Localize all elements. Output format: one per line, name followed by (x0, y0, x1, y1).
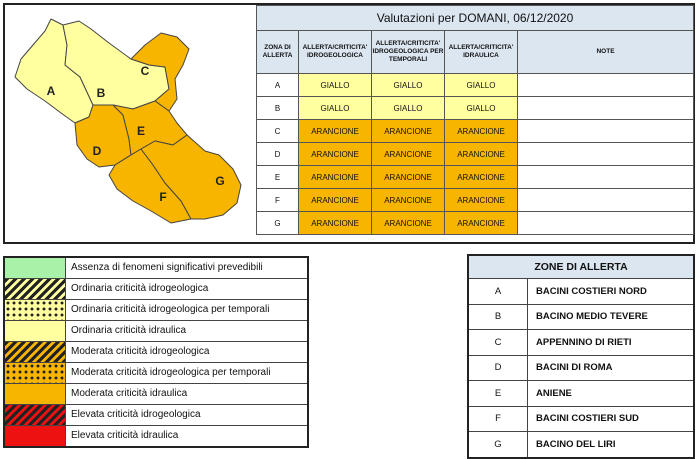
zone-letter: D (468, 355, 528, 381)
row-idrogeologica: GIALLO (299, 74, 372, 97)
row-temporali: GIALLO (372, 97, 445, 120)
legend-item (5, 321, 307, 342)
legend-swatch-solid-orange (5, 384, 66, 404)
table-row (257, 189, 694, 212)
zone-name: BACINO MEDIO TEVERE (528, 304, 695, 330)
table-row (257, 166, 694, 189)
legend-item (5, 426, 307, 446)
valutazioni-title: Valutazioni per DOMANI, 06/12/2020 (257, 6, 694, 31)
legend-swatch-solid-red (5, 426, 66, 446)
row-zona: G (257, 212, 299, 235)
map-label-g: G (215, 174, 225, 188)
zone-letter: G (468, 432, 528, 458)
row-note (518, 97, 694, 120)
zone-letter: F (468, 406, 528, 432)
legend-item (5, 405, 307, 426)
table-row (468, 355, 694, 381)
row-temporali: ARANCIONE (372, 166, 445, 189)
row-temporali: ARANCIONE (372, 143, 445, 166)
table-row (257, 97, 694, 120)
row-idrogeologica: ARANCIONE (299, 143, 372, 166)
legend-item (5, 258, 307, 279)
row-idrogeologica: GIALLO (299, 97, 372, 120)
legend-swatch-dots-yellow (5, 300, 66, 320)
header-note: NOTE (518, 31, 694, 74)
legend-label: Moderata criticità idrogeologica (71, 346, 210, 357)
row-idrogeologica: ARANCIONE (299, 212, 372, 235)
legend-label: Elevata criticità idrogeologica (71, 409, 201, 420)
row-idraulica: ARANCIONE (445, 120, 518, 143)
zone-name: BACINO DEL LIRI (528, 432, 695, 458)
legend-swatch-hatch-yellow (5, 279, 66, 299)
row-idrogeologica: ARANCIONE (299, 166, 372, 189)
header-idrogeologica: ALLERTA/CRITICITA' IDROGEOLOGICA (299, 31, 372, 74)
row-idraulica: GIALLO (445, 97, 518, 120)
table-row (468, 406, 694, 432)
zone-table-title: ZONE DI ALLERTA (468, 255, 694, 279)
row-zona: C (257, 120, 299, 143)
row-note (518, 143, 694, 166)
legend-label: Assenza di fenomeni significativi prevedibili (71, 262, 263, 273)
row-temporali: ARANCIONE (372, 212, 445, 235)
table-row (468, 279, 694, 305)
table-row (257, 143, 694, 166)
map-label-f: F (159, 190, 167, 204)
legend-label: Ordinaria criticità idrogeologica (71, 283, 209, 294)
map-label-e: E (136, 124, 146, 138)
table-row (468, 330, 694, 356)
legend-swatch-green (5, 258, 66, 278)
legend-item (5, 279, 307, 300)
legend-swatch-solid-yellow (5, 321, 66, 341)
zone-letter: B (468, 304, 528, 330)
row-note (518, 120, 694, 143)
table-row (257, 120, 694, 143)
zone-letter: C (468, 330, 528, 356)
row-note (518, 212, 694, 235)
table-row (468, 432, 694, 458)
row-note (518, 74, 694, 97)
map-label-a: A (46, 84, 56, 98)
legend-label: Ordinaria criticità idraulica (71, 325, 187, 336)
zone-name: APPENNINO DI RIETI (528, 330, 695, 356)
zone-di-allerta-table (467, 254, 695, 459)
legend-item (5, 300, 307, 321)
legend (3, 256, 309, 448)
header-idraulica: ALLERTA/CRITICITA' IDRAULICA (445, 31, 518, 74)
table-row (257, 212, 694, 235)
legend-swatch-hatch-red (5, 405, 66, 425)
row-idraulica: ARANCIONE (445, 166, 518, 189)
table-row (468, 381, 694, 407)
row-zona: F (257, 189, 299, 212)
header-zona: ZONA DI ALLERTA (257, 31, 299, 74)
header-temporali: ALLERTA/CRITICITA' IDROGEOLOGICA PER TEMPORALI (372, 31, 445, 74)
row-zona: A (257, 74, 299, 97)
row-idraulica: ARANCIONE (445, 212, 518, 235)
row-zona: B (257, 97, 299, 120)
table-row (468, 304, 694, 330)
zone-name: BACINI COSTIERI SUD (528, 406, 695, 432)
row-idraulica: ARANCIONE (445, 143, 518, 166)
legend-item (5, 342, 307, 363)
legend-label: Moderata criticità idrogeologica per temporali (71, 367, 271, 378)
zone-letter: A (468, 279, 528, 305)
zone-name: BACINI DI ROMA (528, 355, 695, 381)
row-idrogeologica: ARANCIONE (299, 189, 372, 212)
row-temporali: ARANCIONE (372, 189, 445, 212)
legend-item (5, 384, 307, 405)
row-zona: E (257, 166, 299, 189)
legend-item (5, 363, 307, 384)
zone-letter: E (468, 381, 528, 407)
row-idraulica: ARANCIONE (445, 189, 518, 212)
legend-label: Ordinaria criticità idrogeologica per temporali (71, 304, 270, 315)
legend-swatch-dots-orange (5, 363, 66, 383)
legend-label: Moderata criticità idraulica (71, 388, 188, 399)
row-temporali: GIALLO (372, 74, 445, 97)
valutazioni-table (256, 5, 694, 235)
row-idraulica: GIALLO (445, 74, 518, 97)
row-note (518, 189, 694, 212)
row-zona: D (257, 143, 299, 166)
row-idrogeologica: ARANCIONE (299, 120, 372, 143)
lazio-zone-map (5, 5, 252, 236)
zone-name: BACINI COSTIERI NORD (528, 279, 695, 305)
table-row (257, 74, 694, 97)
row-temporali: ARANCIONE (372, 120, 445, 143)
map-label-b: B (96, 86, 106, 100)
legend-swatch-hatch-orange (5, 342, 66, 362)
zone-name: ANIENE (528, 381, 695, 407)
row-note (518, 166, 694, 189)
legend-label: Elevata criticità idraulica (71, 430, 179, 441)
map-label-c: C (140, 64, 150, 78)
map-label-d: D (92, 144, 102, 158)
